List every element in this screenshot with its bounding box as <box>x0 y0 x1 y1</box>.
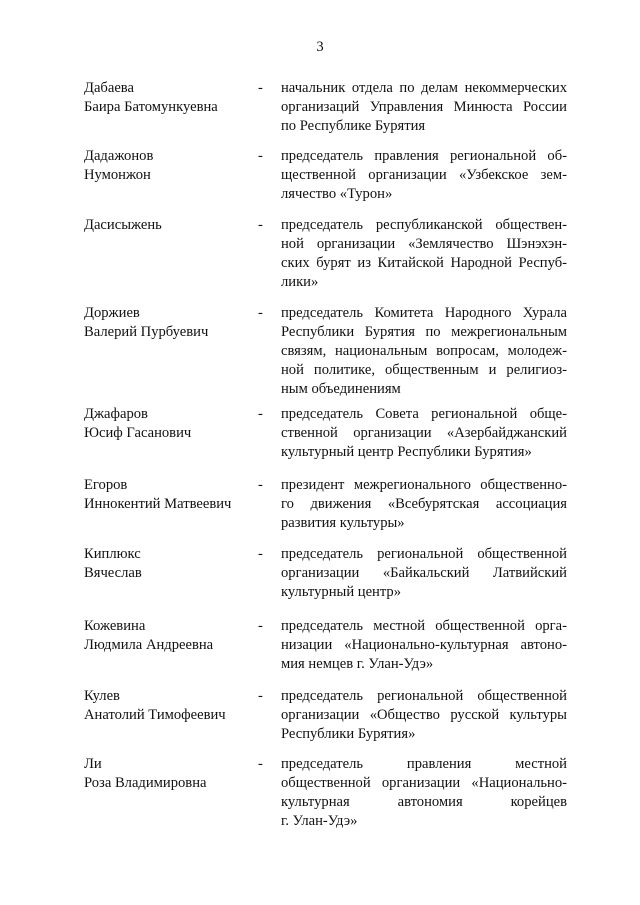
person-name: Егоров Иннокентий Матвеевич <box>84 477 232 512</box>
dash-separator: - <box>258 618 263 634</box>
position-description: председатель региональной общественной организации «Общество русской культуры Республики Бурятия» <box>281 688 567 742</box>
person-name: Киплюкс Вячеслав <box>84 546 142 581</box>
page-number: 3 <box>316 39 324 55</box>
position-description: начальник отдела по делам некоммерческих организаций Управления Минюста России по Республике Бурятия <box>281 80 567 134</box>
position-description: председатель Комитета Народного Хурала Республики Бурятия по межрегиональным связям, национальным вопросам, молодеж- ной политике, общественным и религиоз- ным объединениям <box>281 305 567 397</box>
position-description: председатель правления местной общественной организации «Национально- культурная автономия корейцев г. Улан-Удэ» <box>281 756 567 829</box>
dash-separator: - <box>258 546 263 562</box>
dash-separator: - <box>258 217 263 233</box>
position-description: председатель региональной общественной организации «Байкальский Латвийский культурный центр» <box>281 546 567 600</box>
person-name: Кожевина Людмила Андреевна <box>84 618 214 653</box>
dash-separator: - <box>258 305 263 321</box>
dash-separator: - <box>258 688 263 704</box>
person-name: Доржиев Валерий Пурбуевич <box>84 305 209 340</box>
dash-separator: - <box>258 148 263 164</box>
position-description: президент межрегионального общественно- го движения «Всебурятская ассоциация развития культуры» <box>281 477 567 531</box>
position-description: председатель местной общественной орга- низации «Национально-культурная автоно- мия немцев г. Улан-Удэ» <box>281 618 567 672</box>
person-name: Дадажонов Нумонжон <box>84 148 154 183</box>
person-name: Джафаров Юсиф Гасанович <box>84 406 192 441</box>
person-name: Дабаева Баира Батомункуевна <box>84 80 218 115</box>
person-name: Ли Роза Владимировна <box>84 756 207 791</box>
person-name: Кулев Анатолий Тимофеевич <box>84 688 226 723</box>
person-name: Дасисыжень <box>84 217 162 233</box>
dash-separator: - <box>258 406 263 422</box>
position-description: председатель правления региональной об- щественной организации «Узбекское зем- лячество «Турон» <box>281 148 567 202</box>
position-description: председатель республиканской обществен- ной организации «Землячество Шэнэхэн- ских бурят из Китайской Народной Респуб- лики» <box>281 217 567 290</box>
dash-separator: - <box>258 756 263 772</box>
dash-separator: - <box>258 80 263 96</box>
dash-separator: - <box>258 477 263 493</box>
position-description: председатель Совета региональной обще- ственной организации «Азербайджанский культурный центр Республики Бурятия» <box>281 406 567 460</box>
